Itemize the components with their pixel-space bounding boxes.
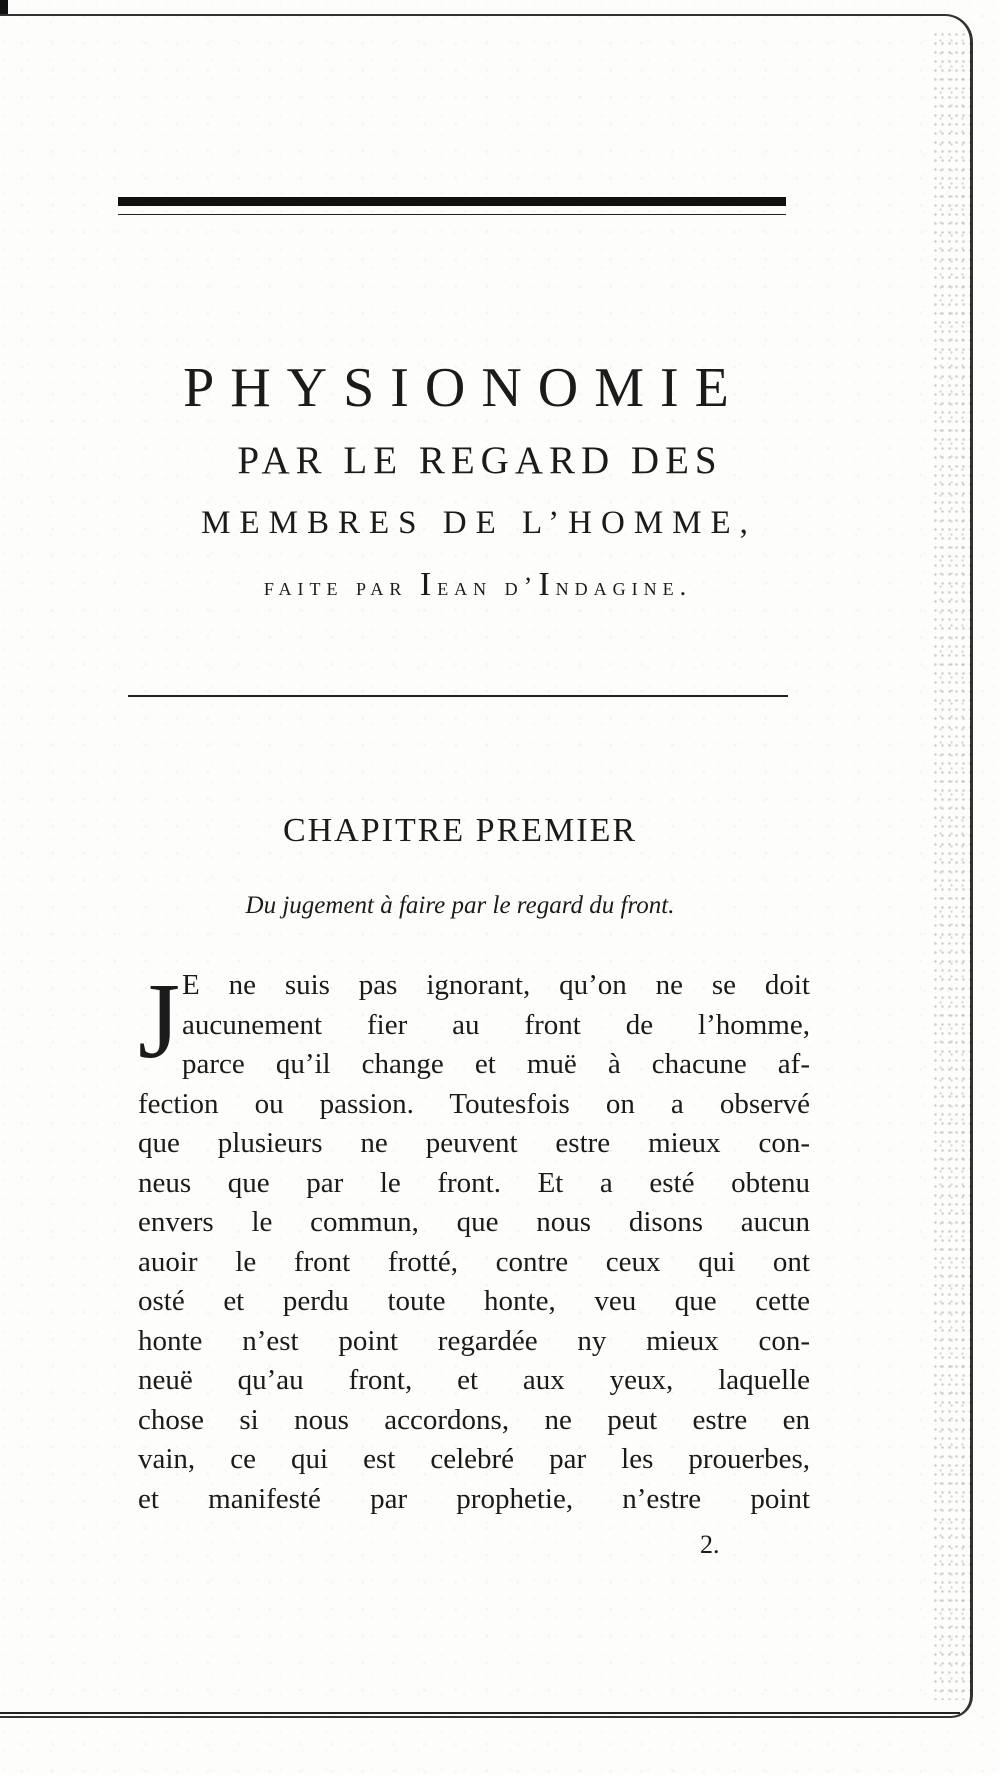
body-paragraph	[138, 962, 810, 1519]
body-line: et manifesté par prophetie, n’estre point	[138, 1482, 810, 1515]
title-author-surname-initial: I	[538, 566, 556, 603]
page-number: 2.	[700, 1530, 720, 1559]
drop-cap: J	[138, 962, 181, 1081]
title-line-2: PAR LE REGARD DES	[237, 439, 723, 482]
chapter-subtitle: Du jugement à faire par le regard du front.	[245, 892, 675, 919]
bottom-page-edge	[0, 1712, 960, 1714]
body-line: fection ou passion. Toutesfois on a observé	[138, 1087, 810, 1120]
section-divider-rule	[128, 695, 788, 697]
title-author-initial: I	[419, 566, 438, 603]
body-line: E ne suis pas ignorant, qu’on ne se doit	[182, 969, 810, 1001]
title-line-4	[168, 566, 788, 604]
body-line: osté et perdu toute honte, veu que cette	[138, 1285, 810, 1317]
title-line-1: PHYSIONOMIE	[183, 357, 745, 419]
title-author-surname: ndagine.	[555, 572, 693, 601]
corner-mark	[0, 0, 8, 14]
title-author-prefix: faite par	[263, 572, 420, 601]
body-line: aucunement fier au front de l’homme,	[182, 1008, 810, 1041]
body-line: parce qu’il change et muë à chacune af-	[182, 1048, 810, 1080]
body-line: vain, ce qui est celebré par les prouerbes,	[138, 1443, 810, 1475]
body-line: neus que par le front. Et a esté obtenu	[138, 1166, 810, 1199]
title-line-3: MEMBRES DE L’HOMME,	[201, 505, 757, 541]
body-line: honte n’est point regardée ny mieux con-	[138, 1324, 810, 1357]
foxing-speckle	[932, 30, 972, 1700]
header-thin-rule	[118, 214, 786, 215]
body-line: envers le commun, que nous disons aucun	[138, 1206, 810, 1238]
header-thick-rule	[118, 197, 786, 206]
title-author-name: ean d’	[437, 572, 539, 601]
body-line: que plusieurs ne peuvent estre mieux con-	[138, 1127, 810, 1159]
body-line: chose si nous accordons, ne peut estre en	[138, 1403, 810, 1436]
body-line: neuë qu’au front, et aux yeux, laquelle	[138, 1364, 810, 1396]
body-line: auoir le front frotté, contre ceux qui ont	[138, 1245, 810, 1278]
chapter-heading: CHAPITRE PREMIER	[282, 812, 638, 849]
